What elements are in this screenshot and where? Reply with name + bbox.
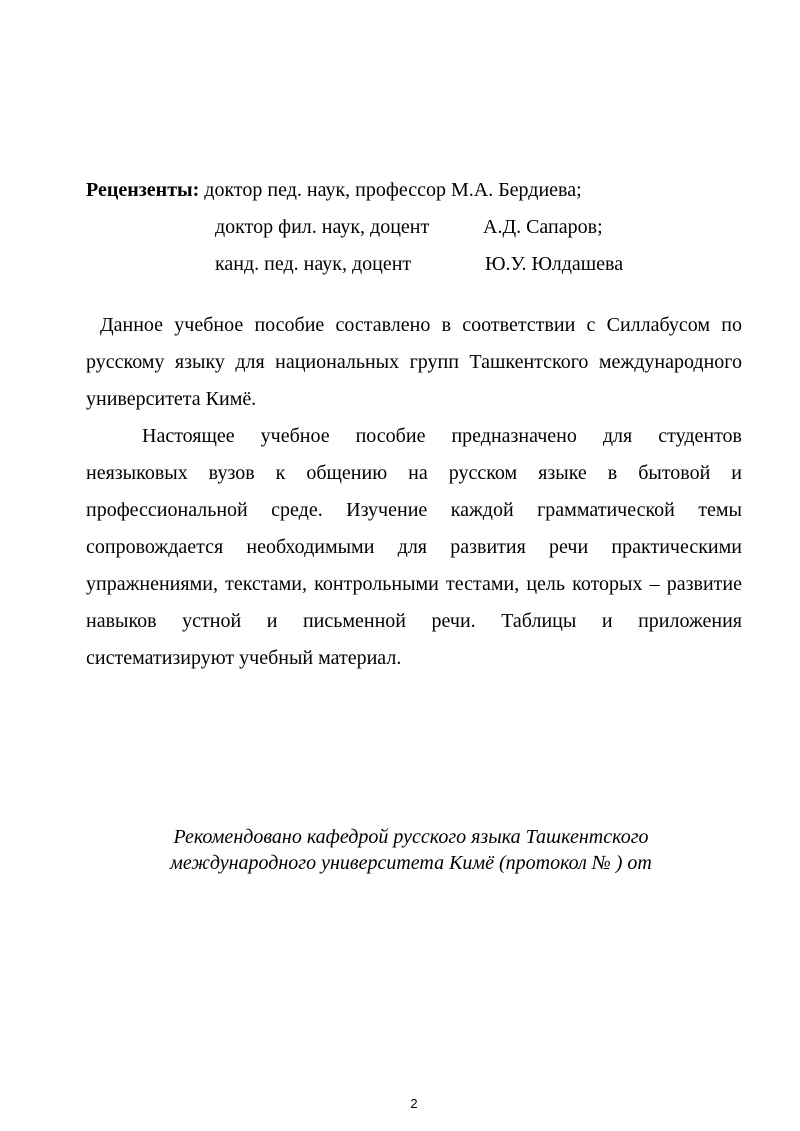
recommendation-note xyxy=(86,824,736,876)
reviewer-row-1 xyxy=(86,172,746,209)
reviewer-row-2 xyxy=(86,209,746,246)
paragraph-syllabus: Данное учебное пособие составлено в соответствии с Силлабусом по русскому языку для национальных групп Ташкентского международного университета Кимё. xyxy=(86,314,742,410)
reviewer-row-3 xyxy=(86,246,746,283)
reviewers-block xyxy=(86,172,746,283)
reviewers-heading: Рецензенты: xyxy=(86,179,200,201)
reviewer-2-name: А.Д. Сапаров; xyxy=(483,216,603,238)
reviewer-1-title: доктор пед. наук, профессор М.А. Бердиева; xyxy=(204,179,582,201)
recommendation-line-1: Рекомендовано кафедрой русского языка Ташкентского xyxy=(173,826,649,848)
recommendation-line-2: международного университета Кимё (протокол № ) от xyxy=(170,852,652,874)
reviewer-2-title: доктор фил. наук, доцент xyxy=(215,216,430,238)
page-number: 2 xyxy=(410,1096,418,1111)
paragraph-description: Настоящее учебное пособие предназначено для студентов неязыковых вузов к общению на русском языке в бытовой и профессиональной среде. Изучение каждой грамматической темы сопровождается необходимыми для развития речи практическими упражнениями, текстами, контрольными тестами, цель которых – развитие навыков устной и письменной речи. Таблицы и приложения систематизируют учебный материал. xyxy=(86,425,742,669)
reviewer-3-title: канд. пед. наук, доцент xyxy=(215,253,412,275)
reviewer-3-name: Ю.У. Юлдашева xyxy=(485,253,624,275)
